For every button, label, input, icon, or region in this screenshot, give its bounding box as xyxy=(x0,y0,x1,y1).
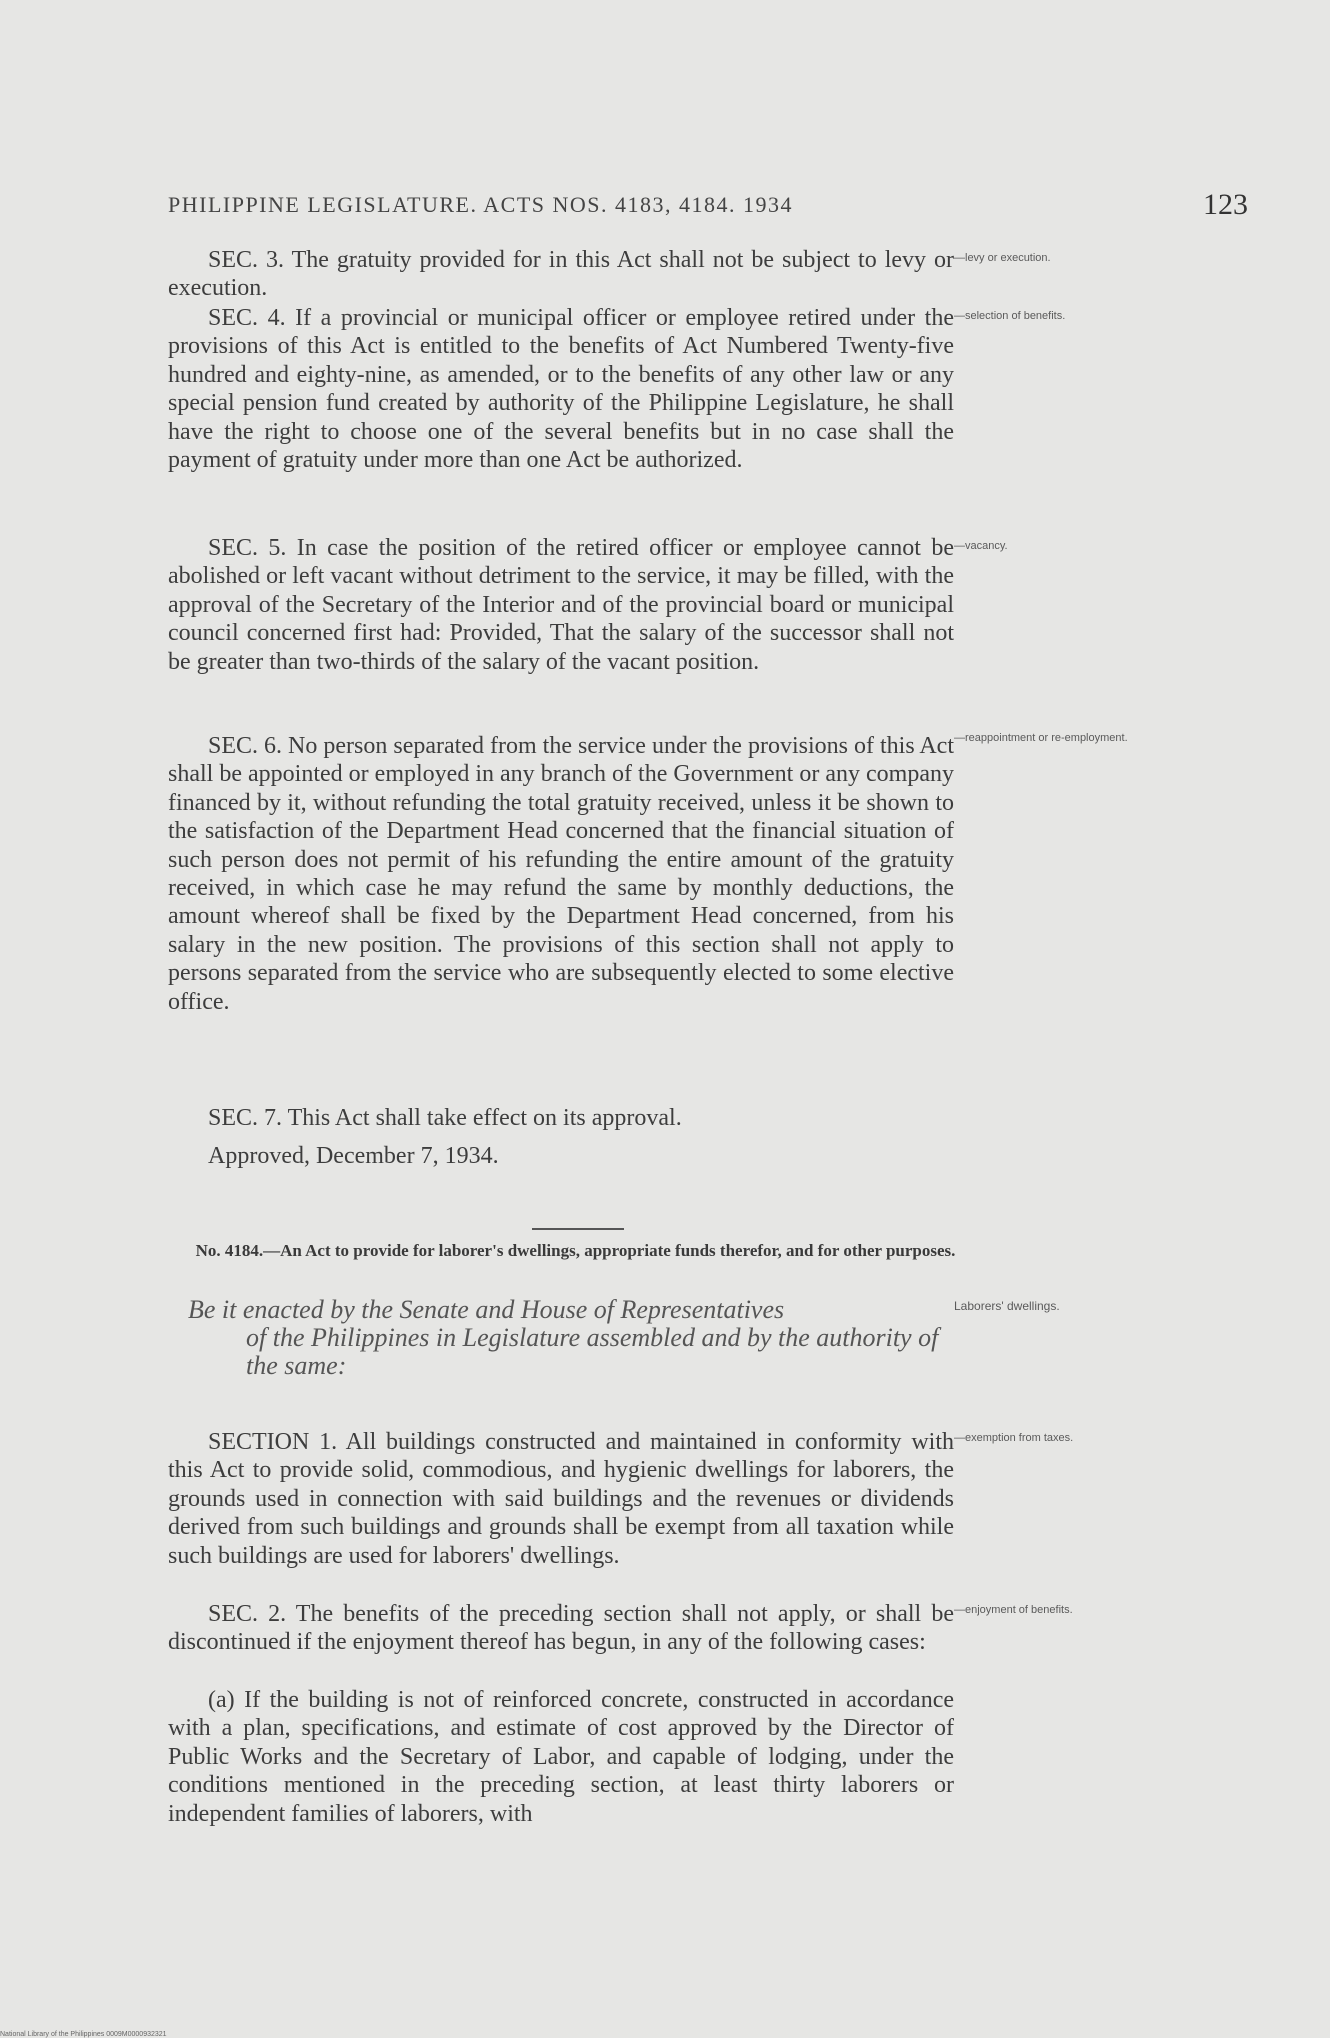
enacting-rest: of the Philippines in Legislature assembled and by the authority of the same: xyxy=(246,1323,939,1380)
act-4184-sec1 xyxy=(168,1428,954,1570)
paragraph: SEC. 5. In case the position of the retired officer or employee cannot be abolished or left vacant without detriment to the service, it may be filled, with the approval of the Secretary of the Interior and of the provincial board or municipal council concerned first had: Provided, That the salary of the successor shall not be greater than two-thirds of the salary of the vacant position. xyxy=(168,535,954,675)
margin-note-levy: —levy or execution. xyxy=(954,252,1051,264)
footer-strip: National Library of the Philippines 0009M0000932321 xyxy=(0,2031,167,2038)
act-4183-sec3 xyxy=(168,246,954,303)
act-4184-sec2 xyxy=(168,1600,954,1657)
paragraph: Approved, December 7, 1934. xyxy=(208,1143,499,1169)
margin-note-vacancy: —vacancy. xyxy=(954,540,1008,552)
running-head: PHILIPPINE LEGISLATURE. ACTS NOS. 4183, 4184. 1934 xyxy=(168,192,794,217)
paragraph: SECTION 1. All buildings constructed and maintained in conformity with this Act to provide solid, commodious, and hygienic dwellings for laborers, the grounds used in connection with said buildings and the revenues or dividends derived from such buildings and grounds shall be exempt from all taxation while such buildings are used for laborers' dwellings. xyxy=(168,1429,954,1569)
approval-line xyxy=(168,1142,954,1170)
paragraph: SEC. 2. The benefits of the preceding section shall not apply, or shall be discontinued if the enjoyment thereof has begun, in any of the following cases: xyxy=(168,1601,954,1656)
act-4184-title: No. 4184.—An Act to provide for laborer's dwellings, appropriate funds therefor, and for other purposes. xyxy=(195,1241,956,1260)
section-divider xyxy=(532,1228,624,1230)
paragraph: SEC. 6. No person separated from the service under the provisions of this Act shall be appointed or employed in any branch of the Government or any company financed by it, without refunding the total gratuity received, unless it be shown to the satisfaction of the Department Head concerned that the financial situation of such person does not permit of his refunding the entire amount of the gratuity received, in which case he may refund the same by monthly deductions, the amount whereof shall be fixed by the Department Head concerned, from his salary in the new position. The provisions of this section shall not apply to persons separated from the service who are subsequently elected to some elective office. xyxy=(168,733,954,1015)
act-4183-sec5 xyxy=(168,534,954,676)
enacting-line-1: Be it enacted by the Senate and House of Representatives xyxy=(188,1295,785,1324)
margin-note-reappointment: —reappointment or re-employment. xyxy=(954,732,1128,744)
margin-note-enjoyment: —enjoyment of benefits. xyxy=(954,1604,1073,1616)
act-4184-sec2-a xyxy=(168,1686,954,1828)
page-number: 123 xyxy=(1203,188,1248,221)
paragraph: SEC. 3. The gratuity provided for in this Act shall not be subject to levy or execution. xyxy=(168,247,954,302)
margin-note-exemption: —exemption from taxes. xyxy=(954,1432,1074,1444)
paragraph: (a) If the building is not of reinforced concrete, constructed in accordance with a plan, specifications, and estimate of cost approved by the Director of Public Works and the Secretary of Labor, and capable of lodging, under the conditions mentioned in the preceding section, at least thirty laborers or independent families of laborers, with xyxy=(168,1687,954,1827)
paragraph: SEC. 4. If a provincial or municipal officer or employee retired under the provisions of this Act is entitled to the benefits of Act Numbered Twenty-five hundred and eighty-nine, as amended, or to the benefits of any other law or any special pension fund created by authority of the Philippine Legislature, he shall have the right to choose one of the several benefits but in no case shall the payment of gratuity under more than one Act be authorized. xyxy=(168,305,954,474)
margin-note-laborers-dwellings: Laborers' dwellings. xyxy=(954,1299,1060,1313)
page-header xyxy=(168,188,1248,232)
paragraph: SEC. 7. This Act shall take effect on its approval. xyxy=(208,1105,682,1131)
margin-note-selection: —selection of benefits. xyxy=(954,310,1066,322)
act-4183-sec7 xyxy=(168,1104,954,1132)
enacting-clause xyxy=(188,1296,960,1380)
act-4183-sec4 xyxy=(168,304,954,474)
act-4183-sec6 xyxy=(168,732,954,1016)
